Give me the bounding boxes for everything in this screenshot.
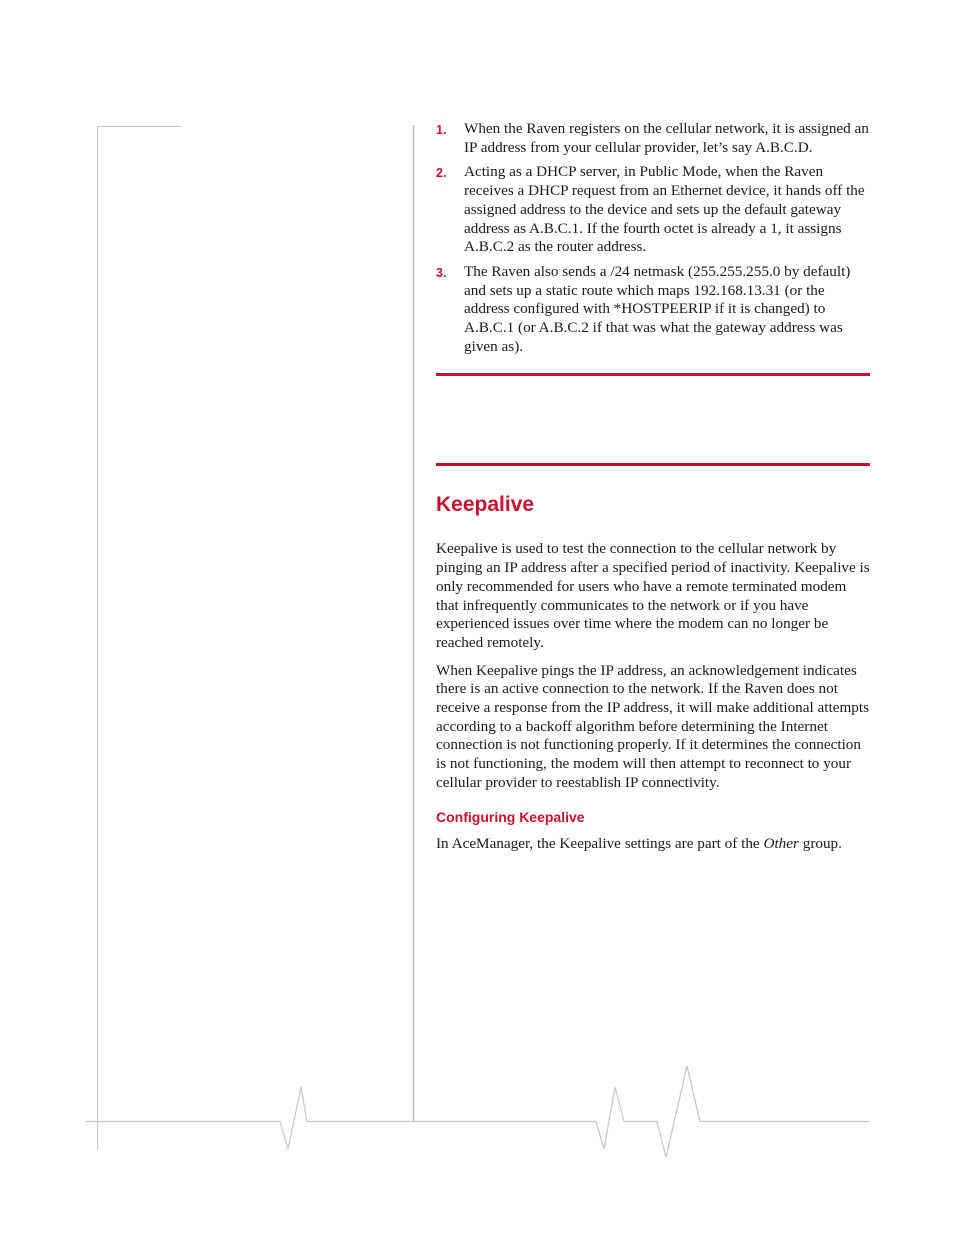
body-paragraph [436, 835, 870, 854]
step-item [436, 163, 870, 257]
section-end-rule [436, 373, 870, 376]
step-text: Acting as a DHCP server, in Public Mode, when the Raven receives a DHCP request from an Ethernet device, it hands off the assigned address to the device and sets up the default gateway address as A.B.C.1. If the fourth octet is already a 1, it assigns A.B.C.2 as the router address. [464, 163, 865, 256]
footer-pulse-line [85, 1066, 870, 1157]
main-content [436, 120, 870, 853]
body-paragraph: When Keepalive pings the IP address, an acknowledgement indicates there is an active connection to the network. If the Raven does not receive a response from the IP address, it will make additional attempts according to a backoff algorithm before determining the Internet connection is not functioning properly. If it determines the connection is not functioning, the modem will then attempt to reconnect to your cellular provider to reestablish IP connectivity. [436, 661, 869, 791]
text-run: In AceManager, the Keepalive settings are part of the [436, 834, 764, 852]
step-text: The Raven also sends a /24 netmask (255.255.255.0 by default) and sets up a static route which maps 192.168.13.31 (or the address configured with *HOSTPEERIP if it is changed) to A.B.C.1 (or A.B.C.2 if that was what the gateway address was given as). [464, 262, 851, 355]
step-number: 1. [436, 123, 447, 137]
emphasized-term: Other [763, 834, 799, 852]
step-item [436, 263, 870, 357]
procedure-steps [436, 120, 870, 356]
step-text: When the Raven registers on the cellular network, it is assigned an IP address from your cellular provider, let’s say A.B.C.D. [464, 120, 869, 156]
step-number: 2. [436, 166, 447, 181]
section-start-rule [436, 463, 870, 466]
subsection-heading: Configuring Keepalive [436, 808, 585, 825]
step-number: 3. [436, 265, 447, 280]
section-heading: Keepalive [436, 493, 535, 517]
text-run: group. [798, 834, 842, 852]
step-item [436, 120, 870, 157]
body-paragraph: Keepalive is used to test the connection to the cellular network by pinging an IP address after a specified period of inactivity. Keepalive is only recommended for users who have a remote terminated modem that infrequently communicates to the network or if you have experienced issues over time where the modem can no longer be reached remotely. [436, 540, 870, 651]
